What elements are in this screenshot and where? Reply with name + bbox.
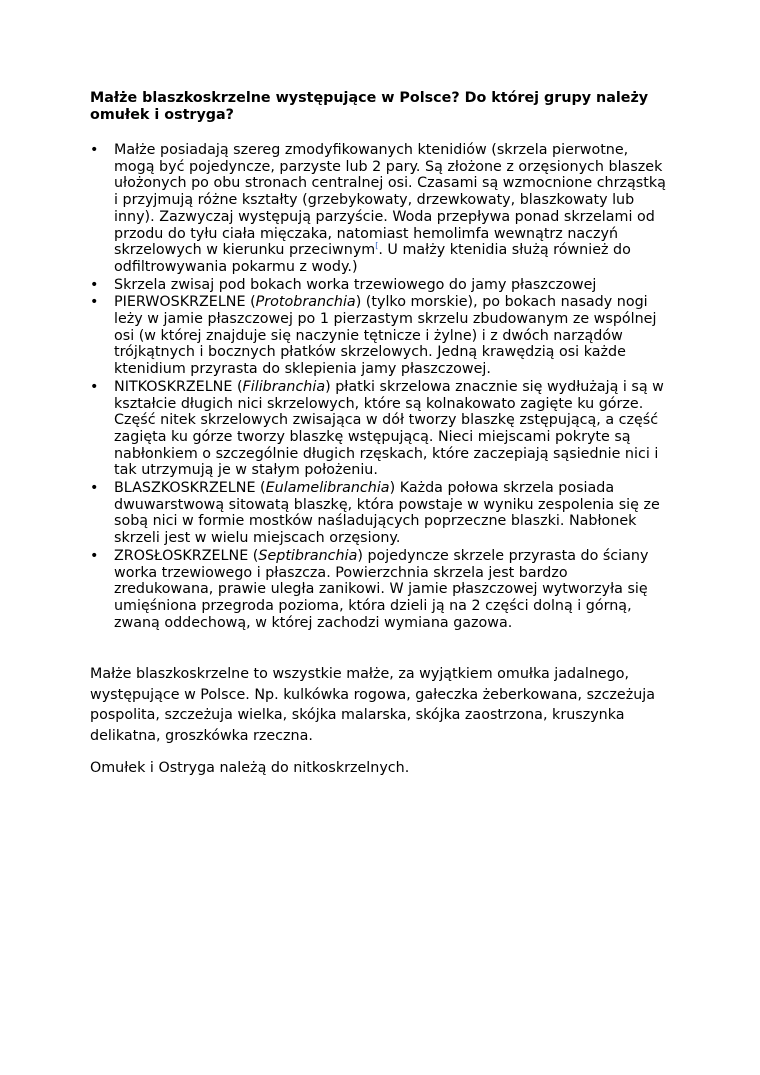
list-item — [90, 548, 670, 632]
bullet-text: Skrzela zwisaj pod bokach worka trzewiowego do jamy płaszczowej — [114, 276, 597, 293]
list-item — [90, 142, 670, 276]
bullet-text: ) Każda połowa skrzela posiada dwuwarstwową sitowatą blaszkę, która powstaje w wyniku zespolenia się ze sobą nici w formie mostków naśladujących poprzeczne blaszki. Nabłonek skrzeli jest w wielu miejscach orzęsiony. — [114, 480, 660, 547]
list-item — [90, 294, 670, 378]
bullet-list — [90, 142, 670, 631]
bullet-text: ) pojedyncze skrzele przyrasta do ściany worka trzewiowego i płaszcza. Powierzchnia skrzela jest bardzo zredukowana, prawie uległa zanikowi. W jamie płaszczowej wytworzyła się umięśniona przegroda pozioma, która dzieli ją na 2 części dolną i górną, zwaną oddechową, w której zachodzi wymiana gazowa. — [114, 547, 649, 631]
latin-name: Septibranchia — [258, 547, 358, 564]
list-item — [90, 277, 670, 294]
latin-name: Eulamelibranchia — [265, 480, 390, 497]
latin-name: Protobranchia — [255, 294, 356, 311]
page-title: Małże blaszkoskrzelne występujące w Polsce? Do której grupy należy omułek i ostryga? — [90, 90, 649, 123]
list-item — [90, 379, 670, 479]
latin-name: Filibranchia — [242, 378, 326, 395]
document-content — [90, 90, 670, 779]
spacer — [90, 746, 670, 758]
bullet-text: BLASZKOSKRZELNE ( — [114, 480, 266, 497]
list-item — [90, 480, 670, 547]
bullet-text: ) płatki skrzelowa znacznie się wydłużają i są w kształcie długich nici skrzelowych, które są kolnakowato zagięte ku górze. Część nitek skrzelowych zwisająca w dół tworzy blaszkę zstępującą, a część zagięta ku górze tworzy blaszkę wstępującą. Nieci miejscami pokryte są nabłonkiem o szczególnie długich rzęskach, które zaczepiają sąsiednie nici i tak utrzymują je w stałym położeniu. — [114, 378, 664, 479]
bullet-text: Małże posiadają szereg zmodyfikowanych ktenidiów (skrzela pierwotne, mogą być pojedyncze, parzyste lub 2 pary. Są złożone z orzęsionych blaszek ułożonych po obu stronach centralnej osi. Czasami są wzmocnione chrząstką i przyjmują różne kształty (grzebykowaty, drzewkowaty, blaszkowaty lub inny). Zazwyczaj występują parzyście. Woda przepływa ponad skrzelami od przodu do tyłu ciała mięczaka, natomiast hemolimfa wewnątrz naczyń skrzelowych w kierunku przeciwnym — [114, 142, 666, 259]
answer-paragraph: Omułek i Ostryga należą do nitkoskrzelnych. — [90, 760, 410, 777]
bullet-text: PIERWOSKRZELNE ( — [114, 294, 256, 311]
spacer — [90, 631, 670, 664]
bullet-text: ) (tylko morskie), po bokach nasady nogi leży w jamie płaszczowej po 1 pierzastym skrzelu zbudowanym ze wspólnej osi (w której znajduje się naczynie tętnicze i żylne) i z dwóch narządów trójkątnych i bocznych płatków skrzelowych. Jedną krawędzią osi każde ktenidium przyrasta do sklepienia jamy płaszczowej. — [114, 294, 657, 378]
answer-paragraph: Małże blaszkoskrzelne to wszystkie małże, za wyjątkiem omułka jadalnego, występujące w Polsce. Np. kulkówka rogowa, gałeczka żeberkowana, szczeżuja pospolita, szczeżuja wielka, skójka malarska, skójka zaostrzona, kruszynka delikatna, groszkówka rzeczna. — [90, 666, 656, 744]
bullet-text: ZROSŁOSKRZELNE ( — [114, 547, 259, 564]
footnote-link[interactable]: [ — [375, 241, 379, 251]
bullet-text: . U małży ktenidia służą również do odfiltrowywania pokarmu z wody.) — [114, 242, 631, 275]
bullet-text: NITKOSKRZELNE ( — [114, 378, 243, 395]
